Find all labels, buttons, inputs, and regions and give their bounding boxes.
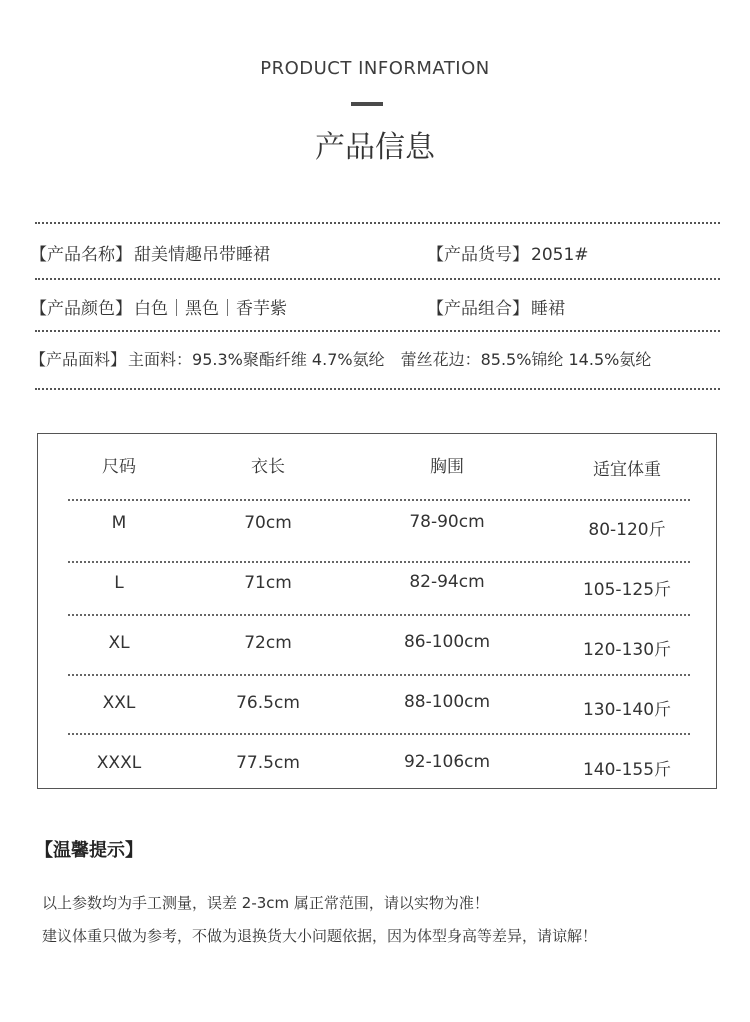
tips-title: 【温馨提示】 xyxy=(35,840,143,861)
size-row-divider xyxy=(68,674,690,676)
product-sku xyxy=(427,240,589,265)
weight-cell: 130-140斤 xyxy=(582,700,672,720)
bust-cell: 92-106cm xyxy=(403,752,491,772)
size-row-divider xyxy=(68,561,690,563)
weight-cell: 140-155斤 xyxy=(582,760,672,780)
size-cell: M xyxy=(111,513,127,533)
weight-cell: 120-130斤 xyxy=(582,640,672,660)
bust-cell: 88-100cm xyxy=(403,692,491,712)
tips-line-2: 建议体重只做为参考，不做为退换货大小问题依据，因为体型身高等差异，请谅解！ xyxy=(42,927,598,945)
product-fabric xyxy=(30,347,651,370)
product-color-value: 白色｜黑色｜香芋紫 xyxy=(134,299,287,319)
product-fabric-label: 【产品面料】 xyxy=(30,350,127,369)
bust-cell: 82-94cm xyxy=(409,572,485,592)
size-header-size: 尺码 xyxy=(102,457,136,477)
product-sku-value: 2051# xyxy=(531,245,589,265)
divider-1 xyxy=(35,278,720,280)
length-cell: 72cm xyxy=(244,633,292,653)
size-row-divider xyxy=(68,733,690,735)
weight-cell: 80-120斤 xyxy=(588,520,666,540)
page-title-en: PRODUCT INFORMATION xyxy=(260,58,490,79)
page-title: 产品信息 xyxy=(315,130,435,165)
size-cell: L xyxy=(114,573,124,593)
size-table xyxy=(37,433,717,789)
bust-cell: 86-100cm xyxy=(403,632,491,652)
size-cell: XXL xyxy=(102,693,136,713)
size-header-weight: 适宜体重 xyxy=(593,460,661,480)
size-header-bust: 胸围 xyxy=(430,457,464,477)
product-combo-label: 【产品组合】 xyxy=(427,299,529,319)
size-cell: XXXL xyxy=(96,753,142,773)
title-divider xyxy=(351,102,383,106)
size-row-divider xyxy=(68,614,690,616)
product-name-value: 甜美情趣吊带睡裙 xyxy=(134,245,270,265)
divider-3 xyxy=(35,388,720,390)
product-color-label: 【产品颜色】 xyxy=(30,299,132,319)
tips-line-1: 以上参数均为手工测量，误差 2-3cm 属正常范围，请以实物为准！ xyxy=(42,894,489,912)
product-color xyxy=(30,294,287,319)
product-name xyxy=(30,240,270,265)
product-combo-value: 睡裙 xyxy=(531,299,565,319)
divider-2 xyxy=(35,330,720,332)
length-cell: 70cm xyxy=(244,513,292,533)
size-cell: XL xyxy=(108,633,130,653)
product-fabric-value: 主面料：95.3%聚酯纤维 4.7%氨纶 蕾丝花边：85.5%锦纶 14.5%氨纶 xyxy=(128,350,652,369)
divider-top xyxy=(35,222,720,224)
product-combo xyxy=(427,294,565,319)
length-cell: 76.5cm xyxy=(236,693,300,713)
size-header-length: 衣长 xyxy=(251,457,285,477)
size-row-divider xyxy=(68,499,690,501)
length-cell: 71cm xyxy=(244,573,292,593)
product-name-label: 【产品名称】 xyxy=(30,245,132,265)
weight-cell: 105-125斤 xyxy=(582,580,672,600)
bust-cell: 78-90cm xyxy=(409,512,485,532)
product-sku-label: 【产品货号】 xyxy=(427,245,529,265)
length-cell: 77.5cm xyxy=(236,753,300,773)
